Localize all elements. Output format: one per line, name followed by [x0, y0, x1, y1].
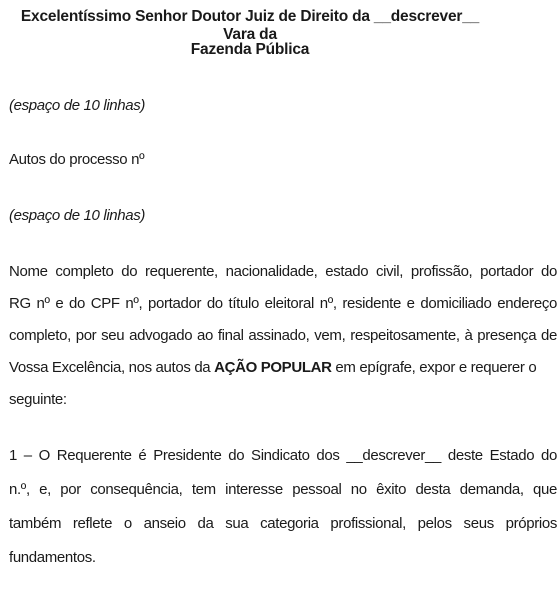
autos-line: Autos do processo nº: [9, 151, 145, 168]
paragraph-1-line-4: [9, 359, 536, 376]
paragraph-1-line-4-end: em epígrafe, expor e requerer o: [331, 359, 537, 376]
paragraph-1-line-3: completo, por seu advogado ao final assinado, vem, respeitosamente, à presença de: [9, 327, 557, 344]
paragraph-2-line-4: fundamentos.: [9, 549, 96, 566]
paragraph-2-line-2: n.º, e, por consequência, tem interesse pessoal no êxito desta demanda, que: [9, 481, 557, 498]
paragraph-1-line-1: Nome completo do requerente, nacionalidade, estado civil, profissão, portador do: [9, 263, 557, 280]
paragraph-1-line-5: seguinte:: [9, 391, 67, 408]
action-name-bold: AÇÃO POPULAR: [214, 359, 332, 376]
paragraph-2-line-1: 1 – O Requerente é Presidente do Sindicato dos __descrever__ deste Estado do: [9, 447, 557, 464]
header-line-1: Excelentíssimo Senhor Doutor Juiz de Direito da __descrever__ Vara da: [20, 8, 480, 43]
paragraph-2-line-3: também reflete o anseio da sua categoria profissional, pelos seus próprios: [9, 515, 557, 532]
paragraph-1-line-4-start: Vossa Excelência, nos autos da: [9, 359, 215, 376]
spacer-note-2: (espaço de 10 linhas): [9, 207, 146, 224]
header-line-2: Fazenda Pública: [190, 41, 310, 58]
paragraph-1-line-2: RG nº e do CPF nº, portador do título eleitoral nº, residente e domiciliado endereço: [9, 295, 557, 312]
spacer-note-1: (espaço de 10 linhas): [9, 97, 146, 114]
